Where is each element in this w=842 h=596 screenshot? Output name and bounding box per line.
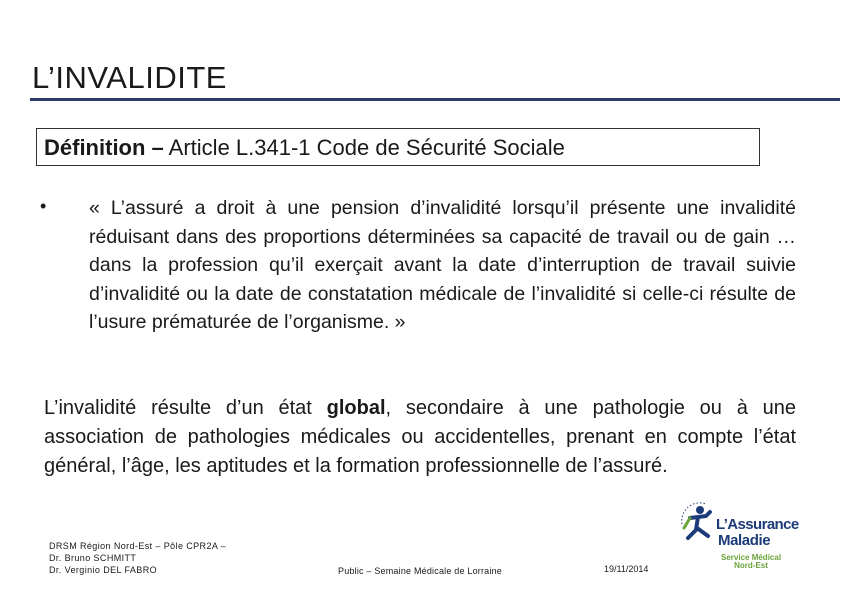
slide-title: L’INVALIDITE	[32, 60, 227, 95]
logo-service	[721, 554, 781, 570]
footer-authors	[49, 540, 226, 576]
definition-box	[36, 128, 760, 166]
definition-reference: Article L.341-1 Code de Sécurité Sociale	[163, 135, 565, 160]
logo-service-line2: Nord-Est	[734, 561, 768, 570]
logo-name-line1: L’Assurance	[716, 516, 799, 533]
definition-label: Définition –	[44, 135, 164, 160]
explanation-paragraph	[44, 394, 796, 481]
logo-name-line2: Maladie	[718, 532, 771, 549]
paragraph-end: , secondaire à une pathologie ou à une association de pathologies médicales ou accidentelles, prenant en compte l’état général, l’âge, les aptitudes et la formation professionnelle de l’assuré.	[44, 397, 796, 477]
bullet-marker: •	[40, 196, 47, 216]
footer-author-line: DRSM Région Nord-Est – Pôle CPR2A –	[49, 541, 227, 551]
logo-emblem-icon	[676, 498, 718, 548]
assurance-maladie-logo	[676, 494, 806, 574]
paragraph-emphasis: global	[326, 397, 386, 419]
footer-date: 19/11/2014	[604, 564, 649, 574]
footer-author-line: Dr. Bruno SCHMITT	[49, 553, 137, 563]
logo-service-line1: Service Médical	[721, 553, 782, 562]
footer-audience: Public – Semaine Médicale de Lorraine	[338, 566, 502, 576]
title-underline	[30, 98, 840, 101]
definition-quote: « L’assuré a droit à une pension d’invalidité lorsqu’il présente une invalidité réduisant dans des proportions déterminées sa capacité de travail ou de gain …dans la profession qu’il exerçait avant la date d’interruption de travail suivie d’invalidité ou la date de constatation médicale de l’invalidité si celle-ci résulte de l’usure prématurée de l’organisme. »	[89, 197, 796, 334]
footer-author-line: Dr. Verginio DEL FABRO	[49, 565, 158, 575]
paragraph-start: L’invalidité résulte d’un état	[44, 397, 327, 419]
